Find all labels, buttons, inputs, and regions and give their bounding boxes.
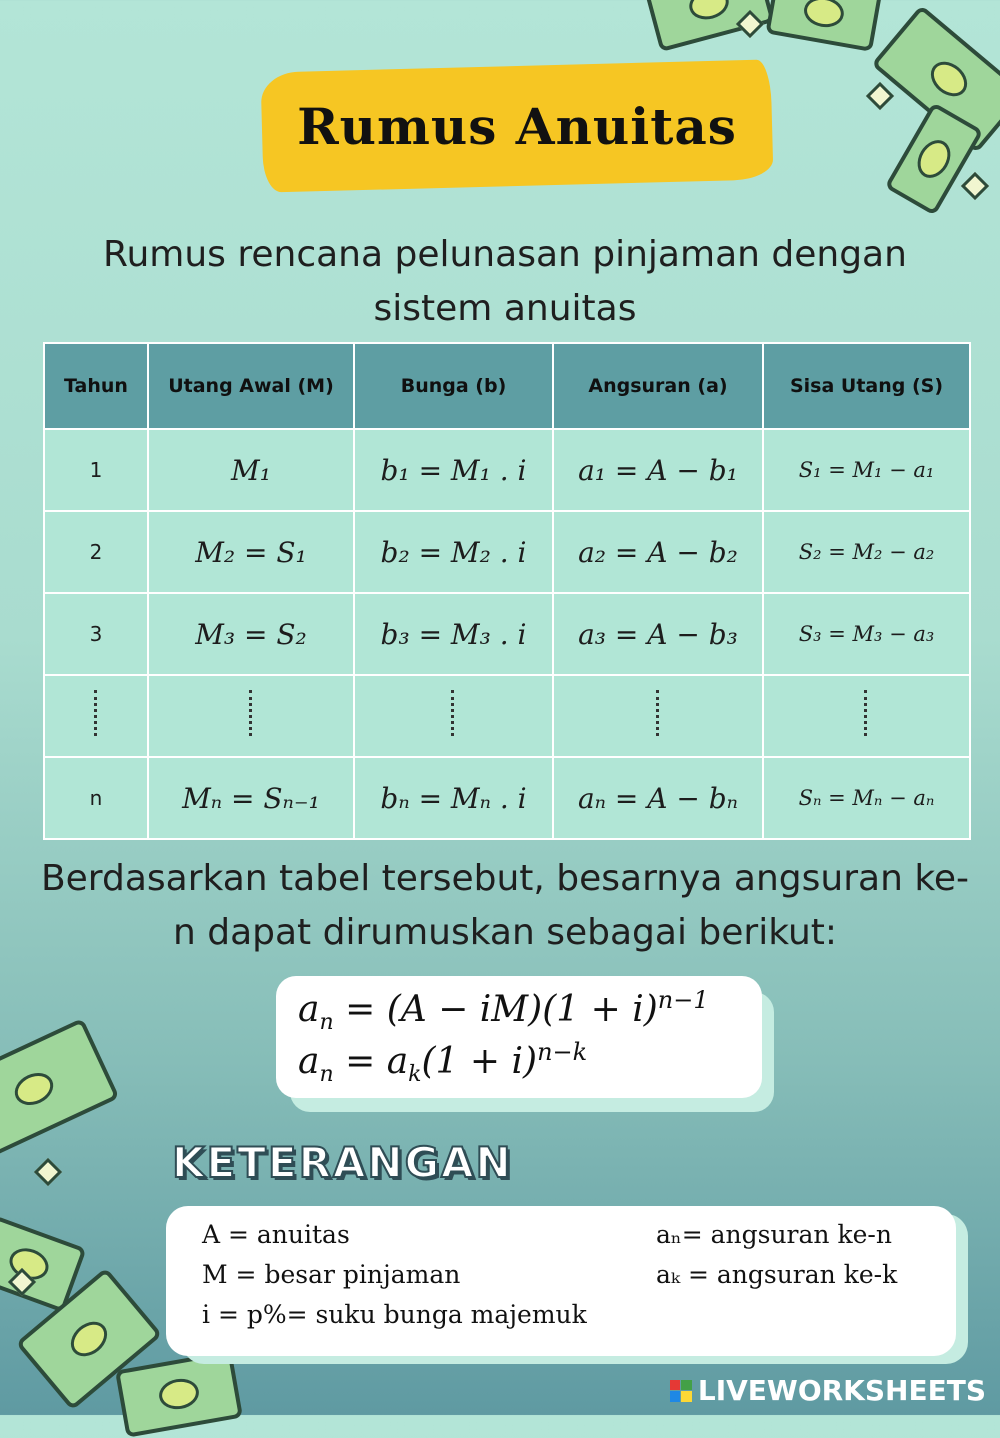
- sparkle-icon: [34, 1158, 62, 1186]
- formula-line-2: [298, 1038, 587, 1087]
- table-row-ellipsis: [44, 675, 970, 757]
- header-angsuran: Angsuran (a): [553, 343, 763, 429]
- table-header-row: [44, 343, 970, 429]
- money-bill-icon: [0, 1018, 120, 1160]
- formula-symbol: a: [298, 1041, 320, 1082]
- formula-exponent: n−1: [657, 986, 709, 1014]
- vertical-dots-icon: [148, 675, 354, 757]
- anuitas-table: [43, 342, 971, 840]
- cell-tahun: n: [44, 757, 148, 839]
- cell-utang-awal: Mₙ = Sₙ₋₁: [148, 757, 354, 839]
- cell-bunga: b₃ = M₃ . i: [354, 593, 553, 675]
- cell-bunga: b₁ = M₁ . i: [354, 429, 553, 511]
- liveworksheets-logo-icon: [670, 1380, 692, 1402]
- cell-tahun: 2: [44, 511, 148, 593]
- formula-expression: = (A − iM)(1 + i): [333, 989, 658, 1030]
- formula-line-1: [298, 986, 709, 1035]
- vertical-dots-icon: [354, 675, 553, 757]
- cell-tahun: 3: [44, 593, 148, 675]
- cell-sisa-utang: S₃ = M₃ − a₃: [763, 593, 970, 675]
- cell-utang-awal: M₁: [148, 429, 354, 511]
- cell-angsuran: a₂ = A − b₂: [553, 511, 763, 593]
- money-bill-icon: [765, 0, 882, 52]
- vertical-dots-icon: [763, 675, 970, 757]
- cell-sisa-utang: S₁ = M₁ − a₁: [763, 429, 970, 511]
- formula-subscript: n: [319, 1010, 334, 1036]
- cell-sisa-utang: Sₙ = Mₙ − aₙ: [763, 757, 970, 839]
- formula-expression: = a: [333, 1041, 409, 1082]
- sparkle-icon: [961, 172, 989, 200]
- header-bunga: Bunga (b): [354, 343, 553, 429]
- title-banner: [262, 66, 772, 186]
- table-row: [44, 593, 970, 675]
- table-row: [44, 757, 970, 839]
- header-utang-awal: Utang Awal (M): [148, 343, 354, 429]
- cell-bunga: b₂ = M₂ . i: [354, 511, 553, 593]
- formula-subscript: n: [319, 1062, 334, 1088]
- vertical-dots-icon: [44, 675, 148, 757]
- header-sisa-utang: Sisa Utang (S): [763, 343, 970, 429]
- keterangan-box: [166, 1206, 956, 1356]
- formula-box: [276, 976, 762, 1098]
- header-tahun: Tahun: [44, 343, 148, 429]
- keterangan-item-angsuran-k: aₖ = angsuran ke-k: [656, 1260, 898, 1289]
- formula-expression: (1 + i): [421, 1041, 538, 1082]
- cell-sisa-utang: S₂ = M₂ − a₂: [763, 511, 970, 593]
- keterangan-item-angsuran-n: aₙ= angsuran ke-n: [656, 1220, 892, 1249]
- table-row: [44, 429, 970, 511]
- brand-text: LIVEWORKSHEETS: [697, 1374, 986, 1407]
- cell-angsuran: a₁ = A − b₁: [553, 429, 763, 511]
- cell-bunga: bₙ = Mₙ . i: [354, 757, 553, 839]
- liveworksheets-brand: [670, 1374, 986, 1407]
- cell-utang-awal: M₂ = S₁: [148, 511, 354, 593]
- formula-exponent: n−k: [537, 1038, 588, 1066]
- subtitle: Rumus rencana pelunasan pinjaman dengan sistem anuitas: [103, 234, 907, 329]
- cell-utang-awal: M₃ = S₂: [148, 593, 354, 675]
- keterangan-item-pinjaman: M = besar pinjaman: [202, 1260, 461, 1289]
- sparkle-icon: [866, 82, 894, 110]
- formula-subscript: k: [408, 1062, 422, 1088]
- page-title: Rumus Anuitas: [297, 96, 737, 156]
- cell-tahun: 1: [44, 429, 148, 511]
- formula-symbol: a: [298, 989, 320, 1030]
- keterangan-item-anuitas: A = anuitas: [202, 1220, 350, 1249]
- table-row: [44, 511, 970, 593]
- keterangan-item-bunga: i = p%= suku bunga majemuk: [202, 1300, 587, 1329]
- keterangan-heading: KETERANGAN: [172, 1138, 513, 1187]
- vertical-dots-icon: [553, 675, 763, 757]
- cell-angsuran: a₃ = A − b₃: [553, 593, 763, 675]
- cell-angsuran: aₙ = A − bₙ: [553, 757, 763, 839]
- explanation-paragraph: Berdasarkan tabel tersebut, besarnya angsuran ke-n dapat dirumuskan sebagai berikut:: [40, 858, 970, 953]
